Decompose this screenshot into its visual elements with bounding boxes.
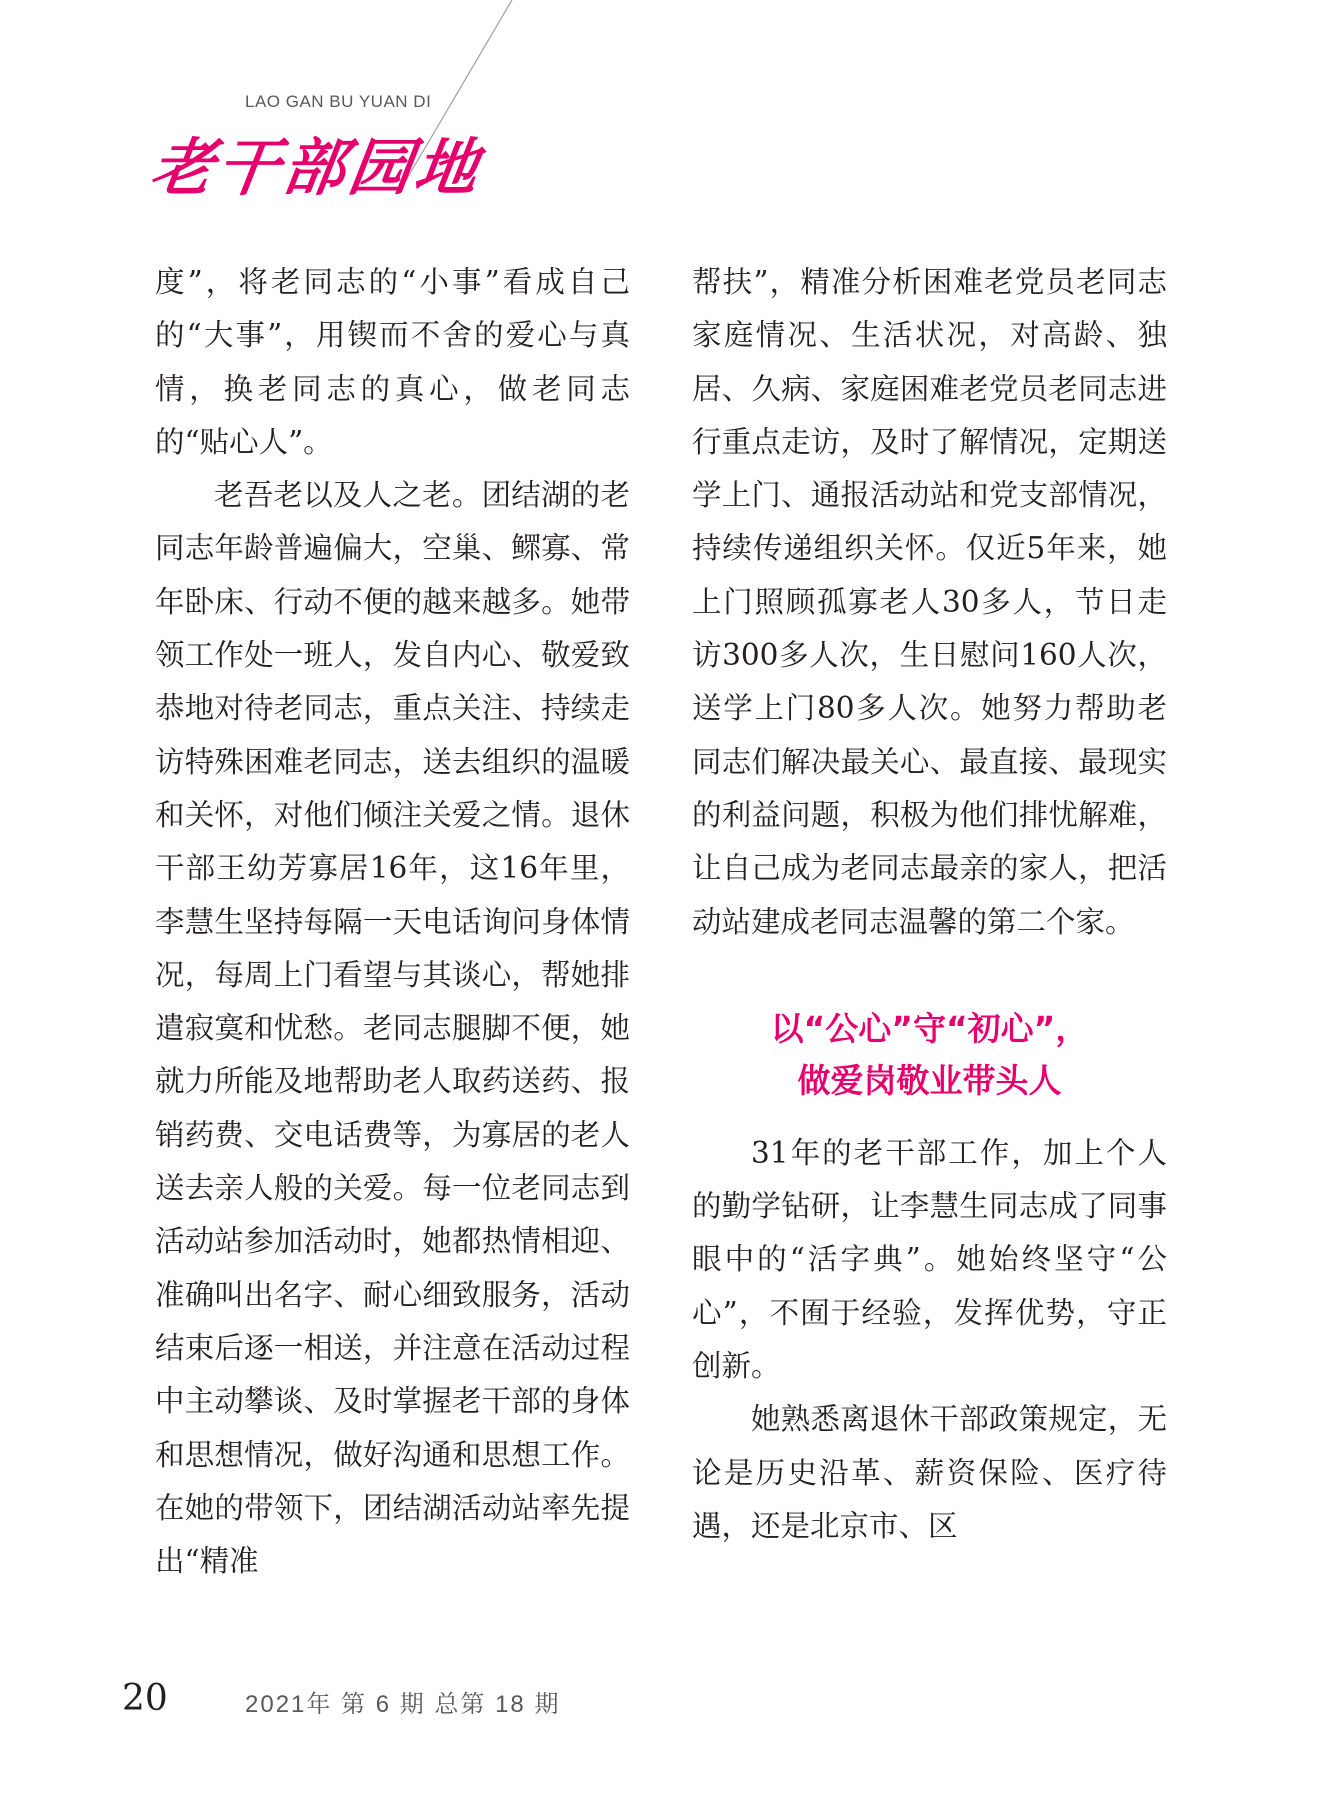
right-paragraph-1: 帮扶”，精准分析困难老党员老同志家庭情况、生活状况，对高龄、独居、久病、家庭困难老党员老同志进行重点走访，及时了解情况，定期送学上门、通报活动站和党支部情况，持续传递组织关怀。仅近5年来，她上门照顾孤寡老人30多人，节日走访300多人次，生日慰问160人次，送学上门80多人次。她努力帮助老同志们解决最关心、最直接、最现实的利益问题，积极为他们排忧解难，让自己成为老同志最亲的家人，把活动站建成老同志温馨的第二个家。 — [692, 265, 1167, 939]
right-paragraph-3: 她熟悉离退休干部政策规定，无论是历史沿革、薪资保险、医疗待遇，还是北京市、区 — [692, 1402, 1167, 1543]
section-heading-line-2: 做爱岗敬业带头人 — [797, 1060, 1062, 1100]
section-heading — [692, 1003, 1167, 1107]
left-column — [155, 256, 630, 1588]
section-heading-line-1: 以“公心”守“初心”， — [770, 1008, 1089, 1048]
header-title-logo: 老干部园地 — [146, 131, 487, 204]
right-paragraph-2: 31年的老干部工作，加上个人的勤学钻研，让李慧生同志成了同事眼中的“活字典”。她始终坚守“公心”，不囿于经验，发挥优势，守正创新。 — [692, 1135, 1167, 1384]
issue-info: 2021年 第 6 期 总第 18 期 — [245, 1691, 561, 1718]
header-pinyin: LAO GAN BU YUAN DI — [245, 92, 432, 111]
left-paragraph-2: 老吾老以及人之老。团结湖的老同志年龄普遍偏大，空巢、鳏寡、常年卧床、行动不便的越来越多。她带领工作处一班人，发自内心、敬爱致恭地对待老同志，重点关注、持续走访特殊困难老同志，送去组织的温暖和关怀，对他们倾注关爱之情。退休干部王幼芳寡居16年，这16年里，李慧生坚持每隔一天电话询问身体情况，每周上门看望与其谈心，帮她排遣寂寞和忧愁。老同志腿脚不便，她就力所能及地帮助老人取药送药、报销药费、交电话费等，为寡居的老人送去亲人般的关爱。每一位老同志到活动站参加活动时，她都热情相迎、准确叫出名字、耐心细致服务，活动结束后逐一相送，并注意在活动过程中主动攀谈、及时掌握老干部的身体和思想情况，做好沟通和思想工作。在她的带领下，团结湖活动站率先提出“精准 — [155, 478, 630, 1579]
page-number: 20 — [122, 1678, 168, 1719]
right-column — [692, 256, 1167, 1553]
left-paragraph-1: 度”，将老同志的“小事”看成自己的“大事”，用锲而不舍的爱心与真情，换老同志的真心，做老同志的“贴心人”。 — [155, 265, 630, 459]
